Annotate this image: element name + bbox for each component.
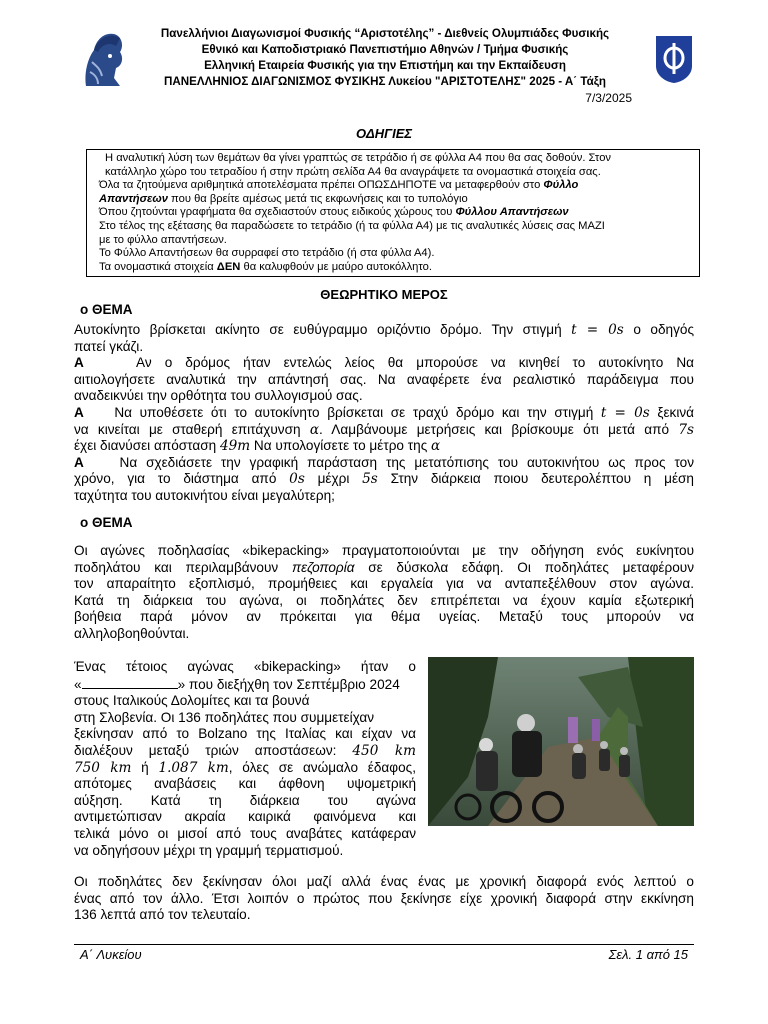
instruction-line: με το φύλλο απαντήσεων. — [99, 233, 227, 246]
instruction-line: Το Φύλλο Απαντήσεων θα συρραφεί στο τετράδιο (ή στα φύλλα Α4). — [99, 247, 435, 260]
thema-2-paragraph-3: Οι ποδηλάτες δεν ξεκίνησαν όλοι μαζί αλλά ένας ένας με χρονική διαφορά ενός λεπτού ο ένας από τον άλλο. Έτσι λοιπόν ο πρώτος που ξεκίνησε είχε χρονική διαφορά στην εκκίνηση 136 λεπτά από τον τελευταίο. — [74, 874, 694, 923]
footer-divider — [74, 944, 694, 945]
footer-class-label: Α΄ Λυκείου — [80, 947, 142, 962]
thema-1-heading: ο ΘΕΜΑ — [80, 302, 133, 317]
instruction-line: Απαντήσεων που θα βρείτε αμέσως μετά τις εκφωνήσεις και το τυπολόγιο — [99, 192, 468, 205]
header-line-3: Ελληνική Εταιρεία Φυσικής για την Επιστήμη και την Εκπαίδευση — [204, 59, 566, 72]
instructions-box — [86, 149, 700, 277]
instruction-line: Όπου ζητούνται γραφήματα θα σχεδιαστούν στους ειδικούς χώρους του Φύλλου Απαντήσεων — [99, 206, 569, 219]
instructions-title: ΟΔΗΓΙΕΣ — [355, 126, 413, 141]
section-title: ΘΕΩΡΗΤΙΚΟ ΜΕΡΟΣ — [320, 287, 448, 302]
physics-society-phi-icon — [654, 34, 694, 84]
exam-date: 7/3/2025 — [585, 91, 632, 105]
instruction-line: Η αναλυτική λύση των θεμάτων θα γίνει γραπτώς σε τετράδιο ή σε φύλλα Α4 που θα σας δοθούν. Στον — [105, 152, 612, 164]
bikepacking-cyclists-photo — [428, 657, 694, 826]
thema-1-body: Αυτοκίνητο βρίσκεται ακίνητο σε ευθύγραμμο οριζόντιο δρόμο. Την στιγμή t = 0s ο οδηγός πατεί γκάζι. Α Αν ο δρόμος ήταν εντελώς λείος θα μπορούσε να κινηθεί το αυτοκίνητο Να αιτιολογήσετε αναλυτικά την απάντησή σας. Να αναφέρετε ένα ρεαλιστικό παράδειγμα που αναδεικνύει την ορθότητα του συλλογισμού σας. Α Να υποθέσετε ότι το αυτοκίνητο βρίσκεται σε τραχύ δρόμο και την στιγμή t = 0s ξεκινά να κινείται με σταθερή επιτάχυνση α. Λαμβάνουμε μετρήσεις και βρίσκουμε ότι μετά από 7s έχει διανύσει απόσταση 49m Να υπολογίσετε το μέτρο της α Α Να σχεδιάσετε την γραφική παράσταση της μετατόπισης του αυτοκινήτου ως προς τον χρόνο, για το διάστημα από 0s μέχρι 5s Στην διάρκεια ποιου δευτερολέπτου η μέση ταχύτητα του αυτοκινήτου είναι μεγαλύτερη; — [74, 322, 695, 503]
footer-page-number: Σελ. 1 από 15 — [608, 947, 688, 962]
header-line-4: ΠΑΝΕΛΛΗΝΙΟΣ ΔΙΑΓΩΝΙΣΜΟΣ ΦΥΣΙΚΗΣ Λυκείου "ΑΡΙΣΤΟΤΕΛΗΣ" 2025 - Α΄ Τάξη — [164, 75, 606, 88]
instruction-line: Στο τέλος της εξέτασης θα παραδώσετε το τετράδιο (ή τα φύλλα Α4) με τις αναλυτικές λύσεις σας ΜΑΖΙ — [99, 219, 605, 232]
thema-2-paragraph-1: Οι αγώνες ποδηλασίας «bikepacking» πραγματοποιούνται με την οδήγηση ενός ευκίνητου ποδηλάτου και περιλαμβάνουν πεζοπορία σε δύσκολα εδάφη. Οι ποδηλάτες μεταφέρουν τον απαραίτητο εξοπλισμό, προμήθειες και εργαλεία για να ανταπεξέλθουν στον αγώνα. Κατά τη διάρκεια του αγώνα, οι ποδηλάτες δεν επιτρέπεται να έχουν καμία εξωτερική βοήθεια παρά μόνον αν πρόκειται για θέμα υγείας. Μεταξύ τους μπορούν να αλληλοβοηθούνται. — [74, 543, 694, 641]
header-line-2: Εθνικό και Καποδιστριακό Πανεπιστήμιο Αθηνών / Τμήμα Φυσικής — [201, 43, 569, 56]
thema-2-heading: ο ΘΕΜΑ — [80, 515, 133, 530]
header-line-1: Πανελλήνιοι Διαγωνισμοί Φυσικής “Αριστοτέλης” - Διεθνείς Ολυμπιάδες Φυσικής — [160, 27, 610, 40]
instruction-line: Τα ονομαστικά στοιχεία ΔΕΝ θα καλυφθούν με μαύρο αυτοκόλλητο. — [99, 260, 432, 273]
thema-2-paragraph-2: Ένας τέτοιος αγώνας «bikepacking» ήταν ο « » που διεξήχθη τον Σεπτέμβριο 2024 στους Ιταλικούς Δολομίτες και τα βουνά στη Σλοβενία. Οι 136 ποδηλάτες που συμμετείχαν ξεκίνησαν από το Bolzano της Ιταλίας και είχαν να διαλέξουν μεταξύ τριών αποστάσεων: 450 km 750 km ή 1.087 km, όλες σε ανώμαλο έδαφος, απότομες αναβάσεις και άφθονη υψομετρική αύξηση. Κατά τη διάρκεια του αγώνα αντιμετώπισαν ακραία καιρικά φαινόμενα και τελικά μόνο οι μισοί από τους αναβάτες κατάφεραν να οδηγήσουν μέχρι τη γραμμή τερματισμού. — [74, 659, 416, 858]
instruction-line: κατάλληλο χώρο του τετραδίου ή στην πρώτη σελίδα Α4 θα αναγράψετε τα ονομαστικά στοιχεία σας. — [105, 165, 601, 178]
instruction-line: Όλα τα ζητούμενα αριθμητικά αποτελέσματα πρέπει ΟΠΩΣΔΗΠΟΤΕ να μεταφερθούν στο Φύλλο — [99, 179, 579, 192]
document-header — [120, 26, 650, 90]
fill-in-blank — [82, 676, 178, 689]
